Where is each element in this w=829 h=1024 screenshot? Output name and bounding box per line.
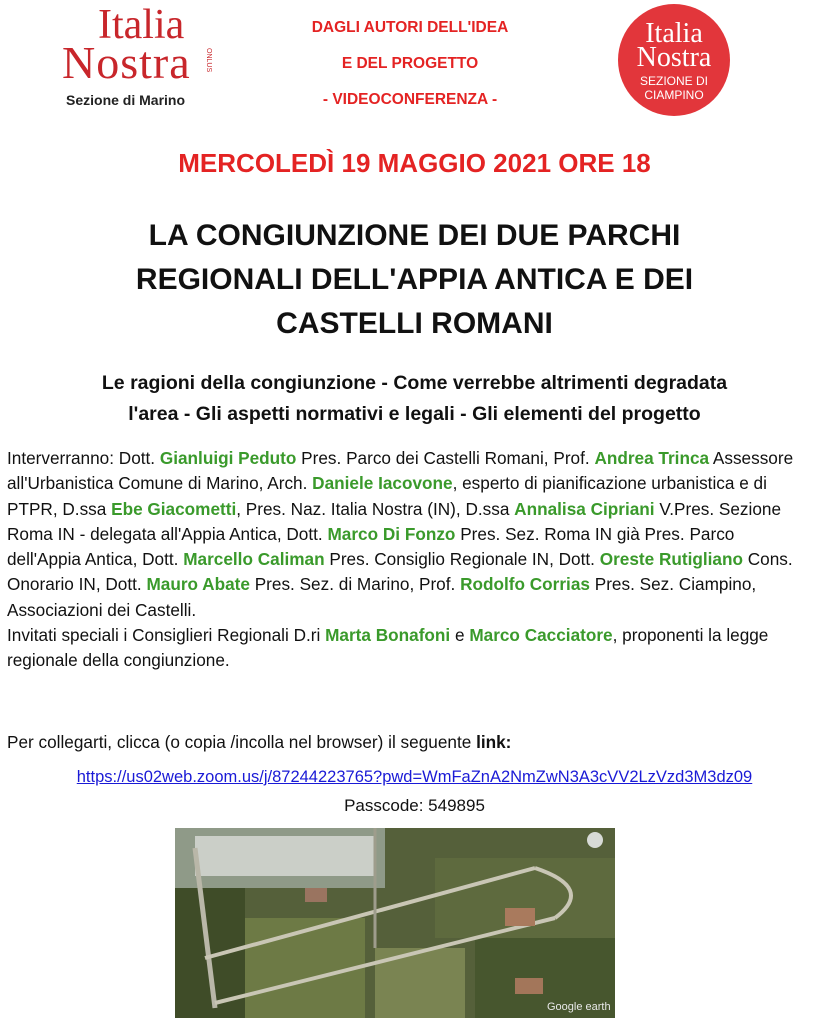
event-header <box>240 10 580 118</box>
speakers-paragraph: Interverranno: Dott. Gianluigi Peduto Pres. Parco dei Castelli Romani, Prof. Andrea Trinca Assessore all'Urbanistica Comune di Marino, Arch. Daniele Iacovone, esperto di pianificazione urbanistica e di PTPR, D.ssa Ebe Giacometti, Pres. Naz. Italia Nostra (IN), D.ssa Annalisa Cipriani V.Pres. Sezione Roma IN - delegata all'Appia Antica, Dott. Marco Di Fonzo Pres. Sez. Roma IN già Pres. Parco dell'Appia Antica, Dott. Marcello Caliman Pres. Consiglio Regionale IN, Dott. Oreste Rutigliano Cons. Onorario IN, Dott. Mauro Abate Pres. Sez. di Marino, Prof. Rodolfo Corrias Pres. Sez. Ciampino, Associazioni dei Castelli. Invitati speciali i Consiglieri Regionali D.ri Marta Bonafoni e Marco Cacciatore, proponenti la legge regionale della congiunzione. <box>7 448 794 671</box>
speaker-name: Annalisa Cipriani <box>514 498 655 519</box>
logo-section-name: Sezione di Marino <box>66 92 186 108</box>
speaker-name: Rodolfo Corrias <box>460 574 590 595</box>
logo-onlus: ONLUS <box>205 48 212 73</box>
google-earth-watermark: Google earth <box>547 1001 611 1013</box>
logo-word-italia: Italia <box>645 18 703 49</box>
aerial-satellite-photo <box>175 828 615 1018</box>
speaker-name: Gianluigi Peduto <box>159 448 297 468</box>
logo-word-nostra: Nostra <box>636 42 712 73</box>
logo-section-name: SEZIONE DI CIAMPINO <box>639 74 708 102</box>
logo-word-nostra: Nostra <box>62 37 191 88</box>
italia-nostra-marino-logo <box>60 4 230 114</box>
speaker-name: Marcello Caliman <box>183 549 325 570</box>
speaker-name: Andrea Trinca <box>594 448 710 468</box>
italia-nostra-ciampino-logo <box>618 4 730 116</box>
passcode: Passcode: 549895 <box>344 796 485 815</box>
event-title: LA CONGIUNZIONE DEI DUE PARCHI REGIONALI DELL'APPIA ANTICA E DEI CASTELLI ROMANI <box>135 219 694 340</box>
speaker-name: Oreste Rutigliano <box>599 549 743 570</box>
header-line-1: DAGLI AUTORI DELL'IDEA <box>311 19 509 36</box>
header-line-2: E DEL PROGETTO <box>341 55 479 72</box>
guest-name: Marco Cacciatore <box>469 625 613 646</box>
speaker-name: Marco Di Fonzo <box>327 523 456 544</box>
speaker-name: Ebe Giacometti <box>111 498 237 519</box>
event-subtitle: Le ragioni della congiunzione - Come verrebbe altrimenti degradata l'area - Gli aspetti normativi e legali - Gli elementi del progetto <box>101 372 728 425</box>
link-instructions: Per collegarti, clicca (o copia /incolla nel browser) il seguente link: <box>7 732 512 752</box>
logo-word-italia: Italia <box>98 2 185 48</box>
speaker-name: Mauro Abate <box>146 574 250 595</box>
guest-name: Marta Bonafoni <box>325 625 451 646</box>
header-line-3: - VIDEOCONFERENZA - <box>322 91 498 108</box>
zoom-meeting-link[interactable]: https://us02web.zoom.us/j/87244223765?pwd=WmFaZnA2NmZwN3A3cVV2LzVzd3M3dz09 <box>76 768 753 786</box>
speaker-name: Daniele Iacovone <box>312 473 453 494</box>
event-date: MERCOLEDÌ 19 MAGGIO 2021 ORE 18 <box>178 148 651 178</box>
